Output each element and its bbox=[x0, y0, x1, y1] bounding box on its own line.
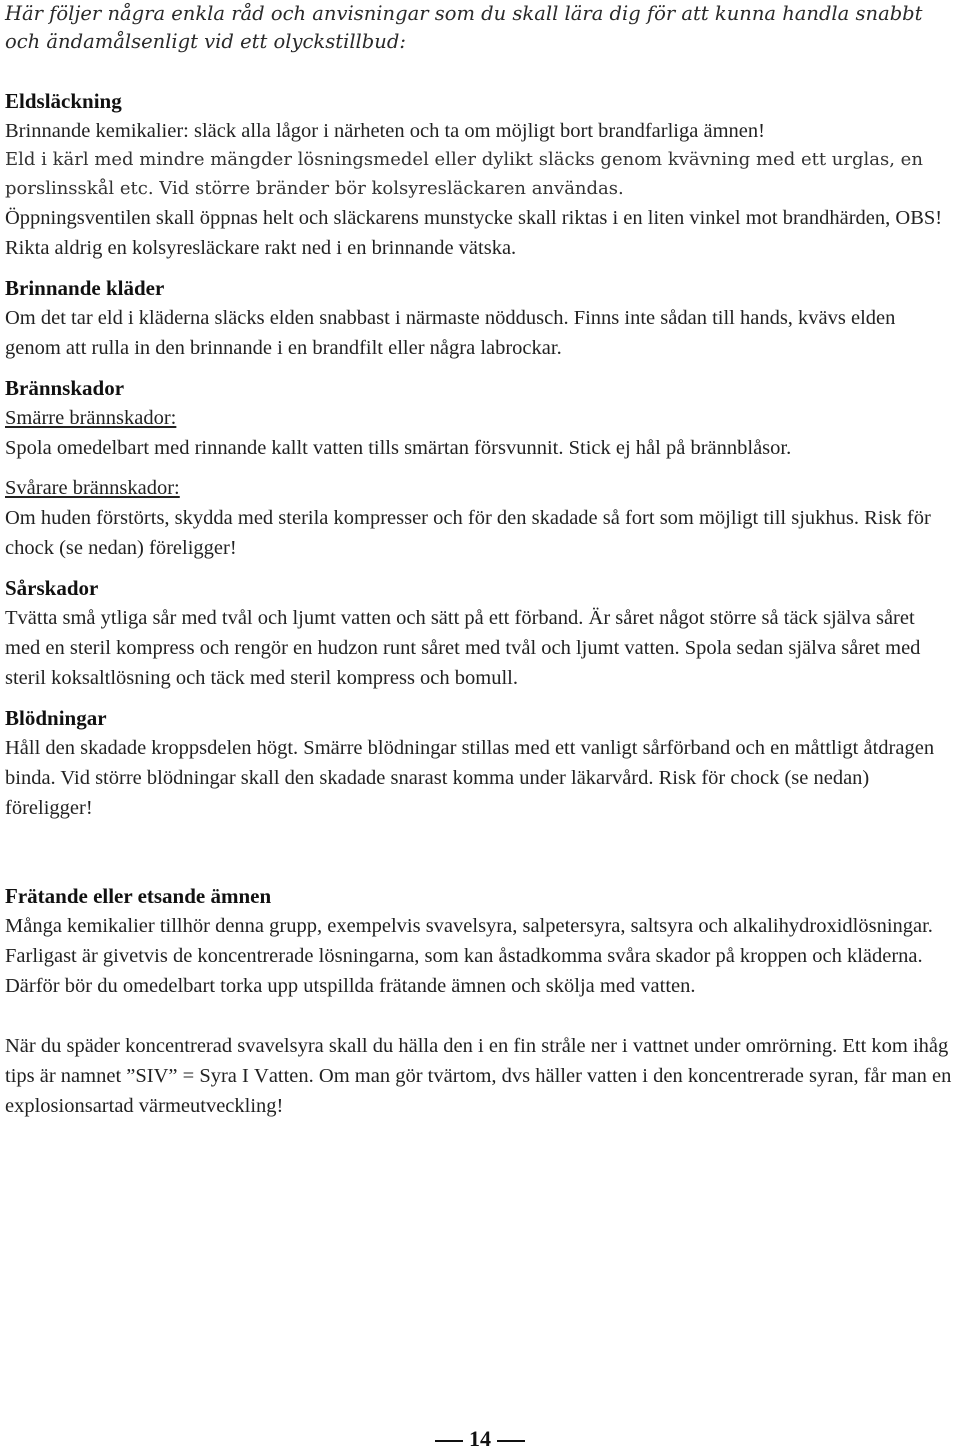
paragraph-blodningar: Håll den skadade kroppsdelen högt. Smärre blödningar stillas med ett vanligt sårförband och en måttligt åtdragen binda. Vid större blödningar skall den skadade snarast komma under läkarvård. Risk för chock (se nedan) föreligger! bbox=[5, 737, 935, 819]
spadning-text-a: När du späder koncentrerad svavelsyra skall du hälla den i en fin stråle ner i vattnet under omrörning. Ett kom ihåg tips är namnet ” bbox=[5, 1035, 949, 1087]
footer-dash-right bbox=[497, 1440, 525, 1442]
heading-blodningar: Blödningar bbox=[5, 706, 107, 730]
paragraph-sarskador: Tvätta små ytliga sår med tvål och ljumt vatten och sätt på ett förband. Är såret något större så täck själva såret med en steril kompress och rengör en hudzon runt såret med tvål och ljumt vatten. Spola sedan själva såret med steril koksaltlösning och täck med steril kompress och bomull. bbox=[5, 607, 921, 689]
heading-fratande: Frätande eller etsande ämnen bbox=[5, 884, 272, 908]
siv-s: S bbox=[199, 1065, 211, 1087]
siv-yra: yra bbox=[210, 1065, 243, 1087]
siv-v: V bbox=[254, 1065, 269, 1087]
page-footer bbox=[0, 1424, 960, 1454]
document-page bbox=[5, 0, 955, 1121]
heading-eldslackning: Eldsläckning bbox=[5, 89, 122, 113]
paragraph-fratande: Många kemikalier tillhör denna grupp, exempelvis svavelsyra, salpetersyra, saltsyra och alkalihydroxidlösningar. Farligast är givetvis de koncentrerade lösningarna, som kan åstadkomma svåra skador på kroppen och kläderna. Därför bör du omedelbart torka upp utspillda frätande ämnen och skölja med vatten. bbox=[5, 915, 933, 997]
heading-sarskador: Sårskador bbox=[5, 576, 99, 600]
spadning-text-c: . Om man gör tvärtom, dvs häller vatten i den koncentrerade syran, får man en explosionsartad värmeutveckling! bbox=[5, 1065, 952, 1117]
spadning-text-b: ” = bbox=[168, 1065, 200, 1087]
subheading-smarre-brannskador: Smärre brännskador: bbox=[5, 407, 177, 429]
page-number: 14 bbox=[469, 1426, 491, 1451]
intro-text: Här följer några enkla råd och anvisningar som du skall lära dig för att kunna handla snabbt och ändamålsenligt vid ett olyckstillbud: bbox=[5, 2, 923, 53]
paragraph-spadning bbox=[5, 1031, 955, 1121]
paragraph-brinnande-kemikalier: Brinnande kemikalier: släck alla lågor i närheten och ta om möjligt bort brandfarliga ämnen! bbox=[5, 120, 765, 142]
footer-dash-left bbox=[435, 1440, 463, 1442]
section-sarskador bbox=[5, 573, 955, 693]
paragraph-eld-i-karl: Eld i kärl med mindre mängder lösningsmedel eller dylikt släcks genom kvävning med ett urglas, en porslinsskål etc. Vid större bränder bör kolsyresläckaren användas. bbox=[5, 149, 923, 199]
paragraph-svarare-brannskador: Om huden förstörts, skydda med sterila kompresser och för den skadade så fort som möjligt till sjukhus. Risk för chock (se nedan) föreligger! bbox=[5, 507, 931, 559]
section-brinnande-klader bbox=[5, 273, 955, 363]
siv-i: I bbox=[242, 1065, 249, 1087]
paragraph-smarre-brannskador: Spola omedelbart med rinnande kallt vatten tills smärtan försvunnit. Stick ej hål på brännblåsor. bbox=[5, 437, 792, 459]
section-eldslackning bbox=[5, 86, 955, 263]
subheading-svarare-brannskador: Svårare brännskador: bbox=[5, 477, 180, 499]
section-fratande bbox=[5, 881, 955, 1121]
paragraph-oppningsventilen: Öppningsventilen skall öppnas helt och släckarens munstycke skall riktas i en liten vinkel mot brandhärden, OBS! Rikta aldrig en kolsyresläckare rakt ned i en brinnande vätska. bbox=[5, 207, 943, 259]
section-brannskador bbox=[5, 373, 955, 563]
section-blodningar bbox=[5, 703, 955, 823]
heading-brannskador: Brännskador bbox=[5, 376, 125, 400]
paragraph-brinnande-klader: Om det tar eld i kläderna släcks elden snabbast i närmaste nöddusch. Finns inte sådan till hands, kvävs elden genom att rulla in den brinnande i en brandfilt eller några labrockar. bbox=[5, 307, 896, 359]
siv-atten: atten bbox=[268, 1065, 309, 1087]
siv-acronym: SIV bbox=[135, 1065, 169, 1087]
heading-brinnande-klader: Brinnande kläder bbox=[5, 276, 165, 300]
